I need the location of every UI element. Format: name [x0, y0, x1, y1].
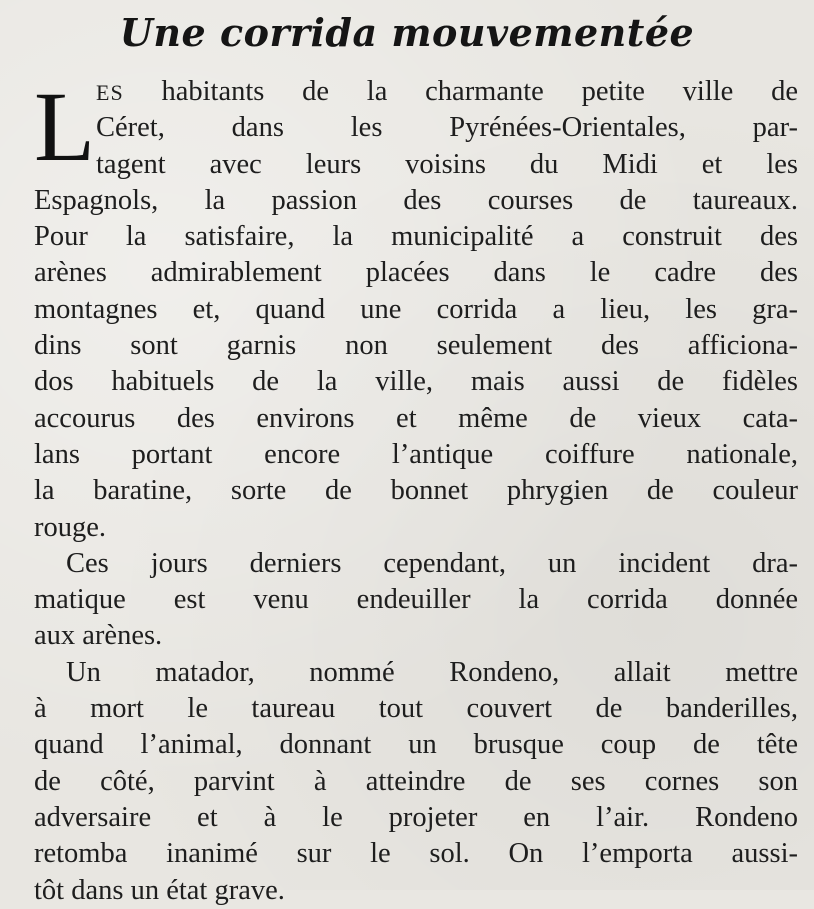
small-caps-start: ES	[96, 80, 124, 105]
text-line: aux arènes.	[34, 620, 163, 652]
text-line: la baratine, sorte de bonnet phrygien de couleur	[34, 475, 798, 507]
text-line: Espagnols, la passion des courses de taureaux.	[34, 184, 798, 216]
text-line: de côté, parvint à atteindre de ses cornes son	[34, 765, 798, 797]
text-line: dos habituels de la ville, mais aussi de fidèles	[34, 366, 798, 398]
drop-cap: L	[34, 71, 96, 182]
paragraph-1	[34, 71, 798, 546]
text-line: tôt dans un état grave.	[34, 874, 285, 906]
text-line: dins sont garnis non seulement des afficiona-	[34, 330, 798, 362]
text-line	[34, 74, 798, 110]
line-rest: habitants de la charmante petite ville de	[123, 76, 798, 107]
paragraph-3	[34, 655, 798, 909]
text-line: montagnes et, quand une corrida a lieu, les gra-	[34, 293, 798, 325]
text-line: tagent avec leurs voisins du Midi et les	[96, 148, 798, 180]
paragraph-2	[34, 546, 798, 655]
text-line: arènes admirablement placées dans le cadre des	[34, 257, 798, 289]
text-line: matique est venu endeuiller la corrida donnée	[34, 584, 798, 616]
text-line: adversaire et à le projeter en l’air. Rondeno	[34, 801, 798, 833]
text-line: rouge.	[34, 511, 107, 543]
text-line: accourus des environs et même de vieux cata-	[34, 402, 798, 434]
article-body	[34, 71, 798, 909]
text-line: Céret, dans les Pyrénées-Orientales, par-	[96, 112, 798, 144]
text-line: à mort le taureau tout couvert de banderilles,	[34, 693, 798, 725]
text-line: lans portant encore l’antique coiffure nationale,	[34, 438, 798, 470]
text-line: retomba inanimé sur le sol. On l’emporta aussi-	[34, 838, 798, 870]
text-line: quand l’animal, donnant un brusque coup de tête	[34, 729, 798, 761]
article-title: Une corrida mouvementée	[119, 10, 695, 55]
text-line: Pour la satisfaire, la municipalité a construit des	[34, 221, 798, 253]
text-line: Ces jours derniers cependant, un incident dra-	[66, 547, 798, 579]
text-line: Un matador, nommé Rondeno, allait mettre	[66, 656, 798, 688]
